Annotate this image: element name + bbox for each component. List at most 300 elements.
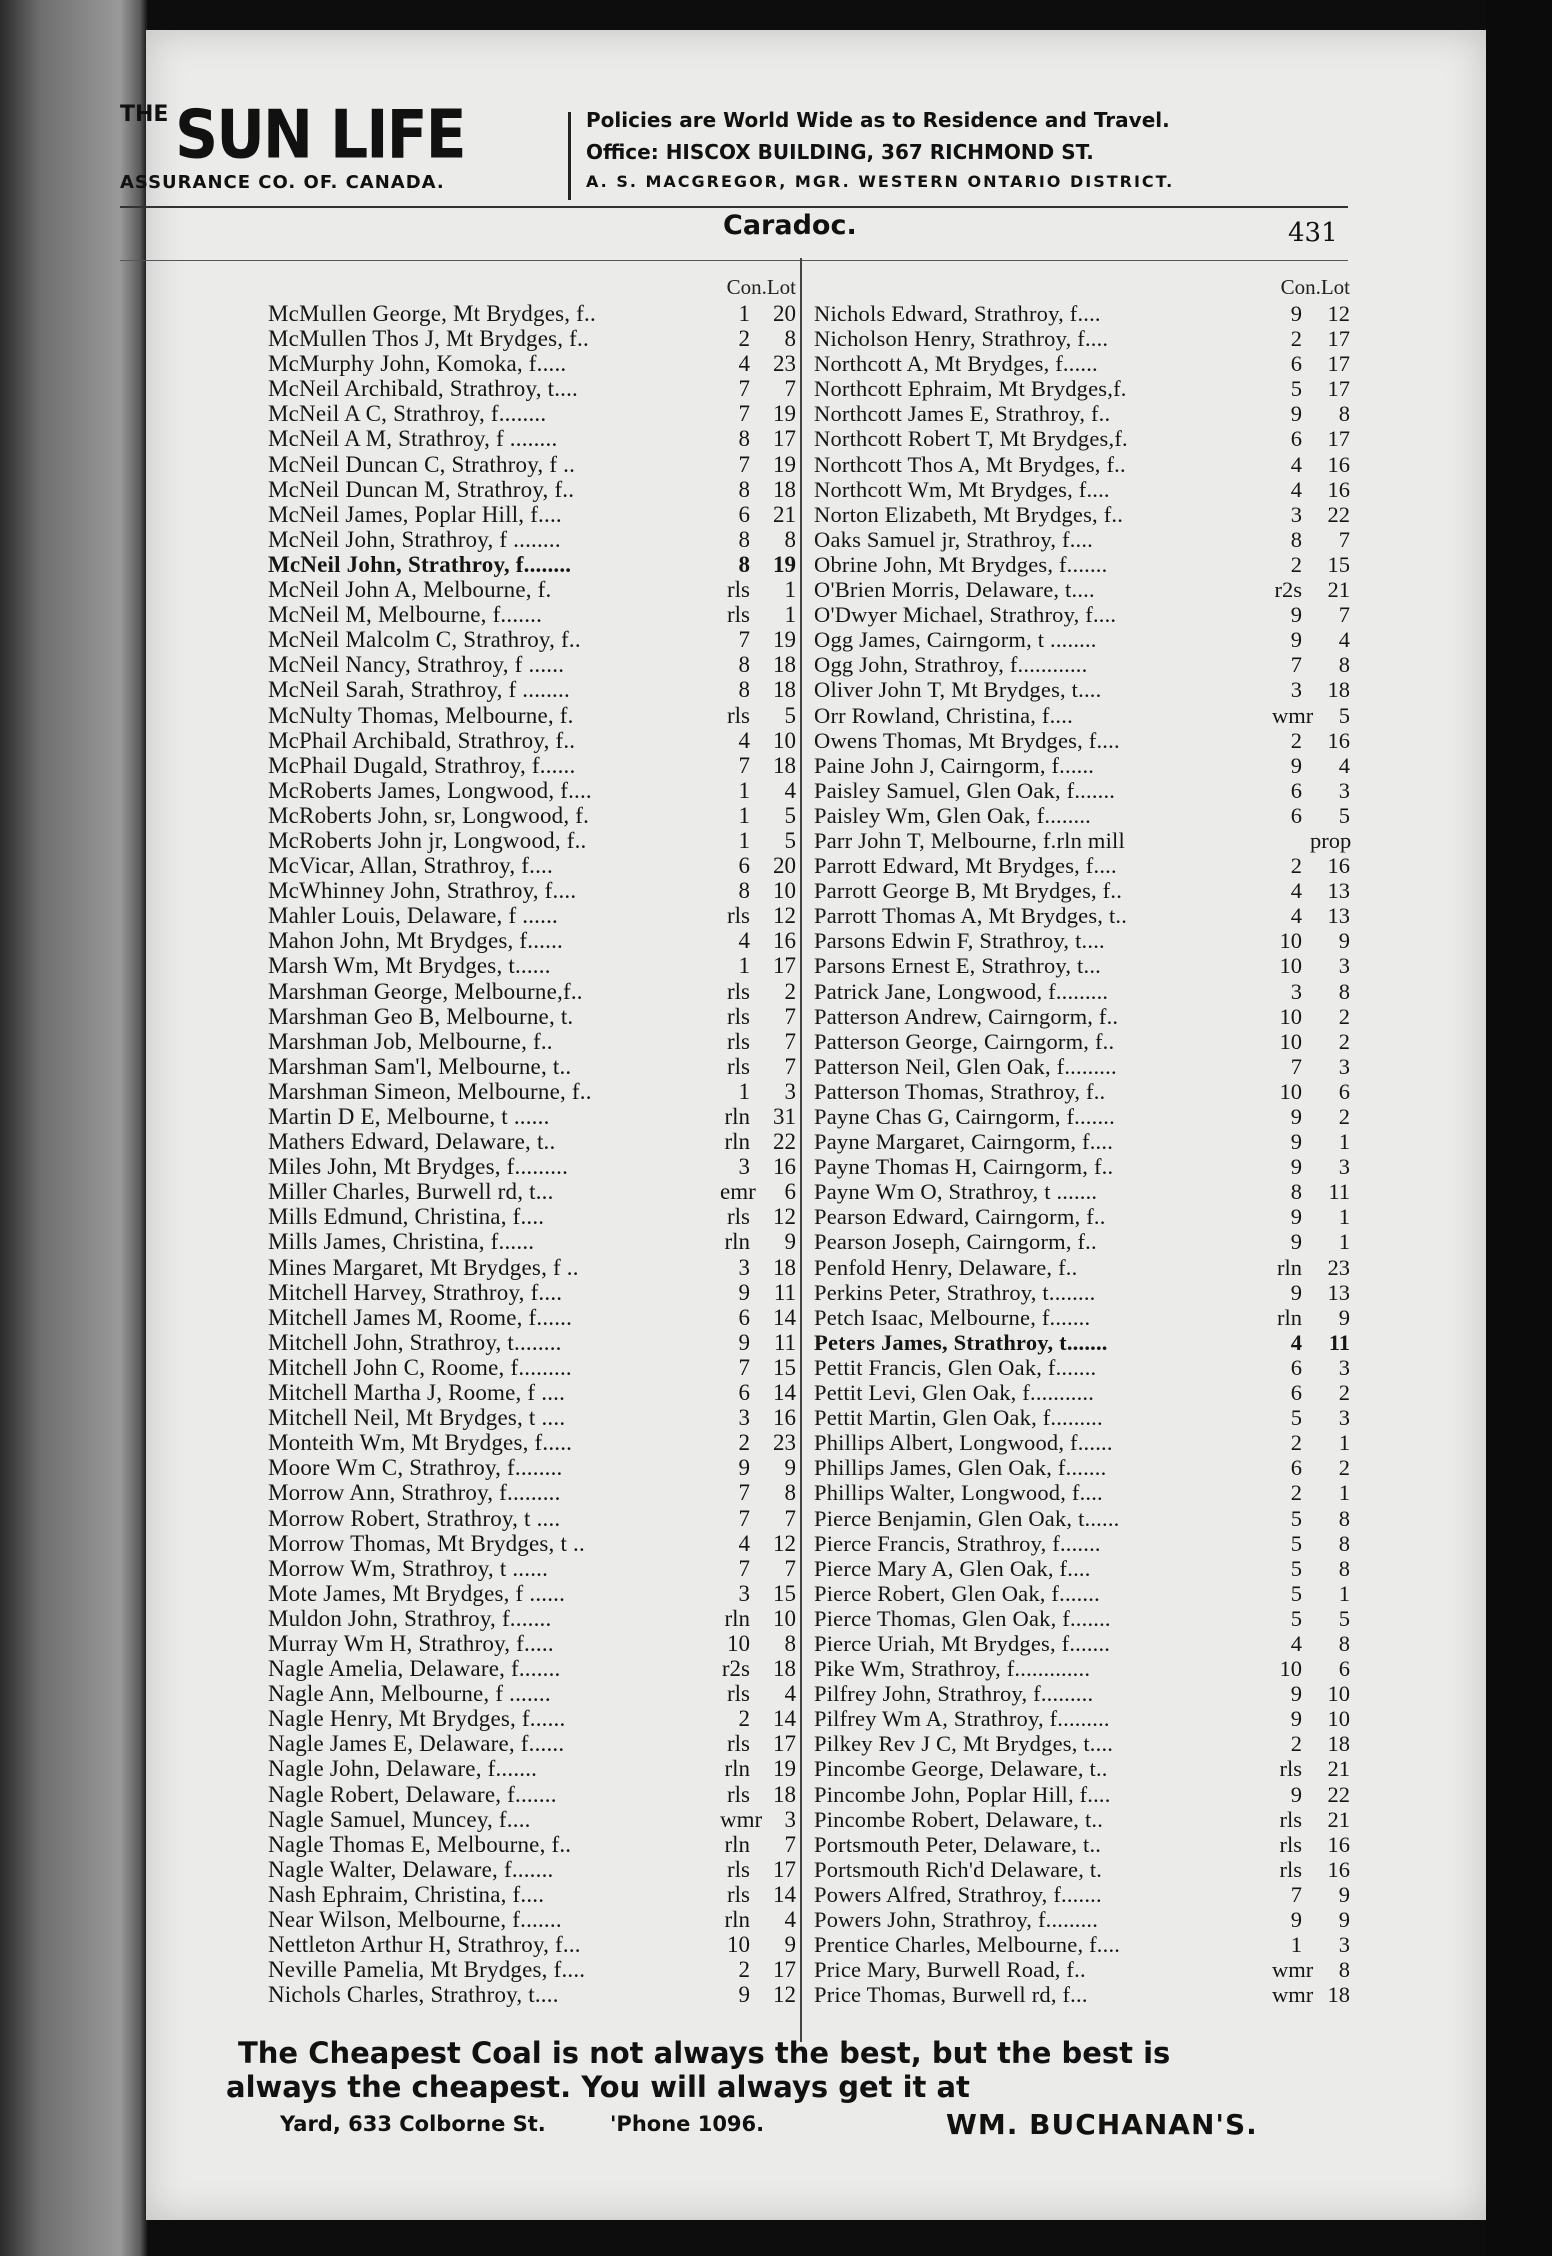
- entry-con: 2: [738, 1430, 750, 1456]
- directory-entry: [814, 1982, 1350, 2007]
- entry-name: McMullen Thos J, Mt Brydges, f..: [268, 326, 589, 352]
- entry-name: Pierce Francis, Strathroy, f.......: [814, 1530, 1101, 1556]
- entry-name: Payne Chas G, Cairngorm, f.......: [814, 1104, 1115, 1129]
- entry-con: rls: [727, 1731, 750, 1757]
- entry-lot: 15: [773, 1580, 796, 1606]
- entry-name: Oaks Samuel jr, Strathroy, f....: [814, 526, 1093, 552]
- entry-lot: 13: [1327, 903, 1350, 929]
- right-entry-list: [814, 301, 1350, 2007]
- entry-name: Marshman Geo B, Melbourne, t.: [268, 1003, 574, 1029]
- directory-entry: [814, 326, 1350, 351]
- entry-lot: 12: [773, 1204, 796, 1230]
- entry-name: Pilfrey Wm A, Strathroy, f.........: [814, 1706, 1110, 1732]
- insurance-info: [586, 108, 1366, 199]
- directory-entry: [814, 1255, 1350, 1280]
- entry-lot: 9: [1338, 928, 1350, 954]
- entry-name: McNeil John, Strathroy, f ........: [268, 526, 561, 552]
- directory-entry: [268, 853, 796, 878]
- entry-name: Pincombe Robert, Delaware, t..: [814, 1806, 1104, 1832]
- yard-address: Yard, 633 Colborne St.: [280, 2112, 546, 2136]
- entry-lot: 2: [1338, 1028, 1350, 1054]
- directory-entry: [268, 1807, 796, 1832]
- entry-con: rls: [727, 1204, 750, 1230]
- entry-name: McNeil Nancy, Strathroy, f ......: [268, 652, 565, 678]
- ad-contact-line: [238, 2108, 1308, 2142]
- entry-name: Pierce Benjamin, Glen Oak, t......: [814, 1505, 1120, 1531]
- entry-con: 4: [738, 1530, 750, 1556]
- directory-entry: [268, 1154, 796, 1179]
- entry-con: 2: [1290, 1480, 1302, 1506]
- entry-name: Neville Pamelia, Mt Brydges, f....: [268, 1957, 586, 1983]
- directory-entry: [814, 677, 1350, 702]
- phone-number: 'Phone 1096.: [610, 2112, 765, 2136]
- entry-lot: 7: [784, 376, 796, 402]
- entry-con: 9: [1290, 1204, 1302, 1230]
- entry-lot: 3: [1338, 1405, 1350, 1431]
- entry-lot: 18: [773, 476, 796, 502]
- directory-entry: [268, 1355, 796, 1380]
- entry-con: wmr: [1272, 1982, 1314, 2008]
- directory-entry: [814, 602, 1350, 627]
- entry-lot: 9: [784, 1932, 796, 1958]
- entry-lot: 17: [773, 426, 796, 452]
- office-line: Office: HISCOX BUILDING, 367 RICHMOND ST.: [586, 140, 1094, 164]
- entry-lot: 22: [1327, 501, 1350, 527]
- entry-con: 2: [1290, 1731, 1302, 1757]
- entry-con: 1: [1290, 1932, 1302, 1958]
- left-entry-list: [268, 301, 796, 2007]
- entry-name: Nagle James E, Delaware, f......: [268, 1731, 565, 1757]
- entry-name: Nagle Henry, Mt Brydges, f......: [268, 1706, 566, 1732]
- entry-name: Nagle Thomas E, Melbourne, f..: [268, 1831, 572, 1857]
- entry-con: 7: [738, 451, 750, 477]
- entry-name: Northcott Wm, Mt Brydges, f....: [814, 476, 1110, 502]
- entry-name: McNeil John, Strathroy, f........: [268, 551, 572, 577]
- entry-name: Morrow Wm, Strathroy, t ......: [268, 1555, 549, 1581]
- directory-entry: [814, 1179, 1350, 1204]
- entry-lot: 16: [773, 1154, 796, 1180]
- entry-lot: 17: [1327, 326, 1350, 352]
- entry-con: 9: [1290, 1681, 1302, 1707]
- entry-name: Patterson Neil, Glen Oak, f.........: [814, 1053, 1117, 1079]
- entry-con: 7: [738, 1555, 750, 1581]
- entry-con: 3: [738, 1580, 750, 1606]
- entry-lot: 1: [1338, 1229, 1350, 1255]
- entry-name: Mitchell Martha J, Roome, f ....: [268, 1380, 566, 1406]
- entry-lot: 11: [1328, 1329, 1350, 1355]
- entry-name: Murray Wm H, Strathroy, f.....: [268, 1630, 554, 1656]
- directory-entry: [268, 1380, 796, 1405]
- entry-name: Miles John, Mt Brydges, f.........: [268, 1154, 569, 1180]
- entry-name: Parrott George B, Mt Brydges, f..: [814, 878, 1123, 904]
- entry-name: Mitchell Harvey, Strathroy, f....: [268, 1279, 563, 1305]
- con-lot-label: Con.Lot: [1280, 275, 1350, 299]
- directory-entry: [814, 1330, 1350, 1355]
- directory-entry: [814, 1882, 1350, 1907]
- entry-lot: 9: [784, 1229, 796, 1255]
- directory-entry: [814, 1857, 1350, 1882]
- entry-con: 7: [738, 1354, 750, 1380]
- directory-entry: [814, 527, 1350, 552]
- entry-name: McPhail Archibald, Strathroy, f..: [268, 727, 576, 753]
- directory-entry: [814, 477, 1350, 502]
- entry-name: Ogg John, Strathroy, f............: [814, 652, 1088, 678]
- entry-name: Marshman Simeon, Melbourne, f..: [268, 1078, 592, 1104]
- directory-entry: [814, 1355, 1350, 1380]
- directory-entry: [814, 376, 1350, 401]
- directory-entry: [268, 1882, 796, 1907]
- directory-entry: [814, 903, 1350, 928]
- entry-con: 9: [1290, 1907, 1302, 1932]
- entry-name: McMurphy John, Komoka, f.....: [268, 351, 567, 377]
- entry-name: Patterson George, Cairngorm, f..: [814, 1028, 1115, 1054]
- directory-entry: [268, 351, 796, 376]
- directory-entry: [268, 903, 796, 928]
- entry-name: McRoberts James, Longwood, f....: [268, 777, 592, 803]
- entry-lot: 12: [773, 903, 796, 929]
- directory-entry: [268, 1706, 796, 1731]
- directory-entry: [268, 979, 796, 1004]
- entry-con: 2: [738, 1706, 750, 1732]
- entry-lot: 23: [1327, 1254, 1350, 1280]
- entry-name: Mills James, Christina, f......: [268, 1229, 535, 1255]
- entry-con: 8: [738, 426, 750, 452]
- right-column: [814, 275, 1350, 2007]
- directory-entry: [814, 1129, 1350, 1154]
- entry-lot: 21: [1327, 1756, 1350, 1782]
- entry-name: Pettit Levi, Glen Oak, f...........: [814, 1380, 1095, 1406]
- entry-name: Nagle Walter, Delaware, f.......: [268, 1856, 554, 1882]
- entry-con: 10: [727, 1630, 750, 1656]
- directory-entry: [814, 1054, 1350, 1079]
- entry-lot: 12: [1327, 301, 1350, 326]
- entry-con: 1: [738, 827, 750, 853]
- entry-name: Orr Rowland, Christina, f....: [814, 702, 1073, 728]
- entry-con: r2s: [1274, 577, 1302, 603]
- entry-con: 6: [1290, 802, 1302, 828]
- directory-entry: [268, 1229, 796, 1254]
- entry-name: Mitchell John, Strathroy, t........: [268, 1329, 562, 1355]
- entry-con: 9: [738, 1982, 750, 2008]
- entry-con: 4: [738, 727, 750, 753]
- entry-lot: 10: [1327, 1681, 1350, 1707]
- directory-entry: [814, 1631, 1350, 1656]
- entry-name: Pierce Uriah, Mt Brydges, f.......: [814, 1630, 1111, 1656]
- entry-lot: 20: [773, 301, 796, 326]
- left-column: [268, 275, 796, 2007]
- entry-lot: 17: [773, 1731, 796, 1757]
- entry-name: Ogg James, Cairngorm, t ........: [814, 627, 1097, 653]
- entry-con: rln: [724, 1104, 750, 1129]
- entry-con: 8: [738, 652, 750, 678]
- directory-entry: [814, 1506, 1350, 1531]
- entry-con: 8: [1290, 526, 1302, 552]
- entry-con: rls: [1279, 1756, 1302, 1782]
- entry-name: McNeil Archibald, Strathroy, t....: [268, 376, 579, 402]
- directory-entry: [814, 1782, 1350, 1807]
- entry-con: 7: [1290, 1881, 1302, 1907]
- entry-con: 6: [738, 853, 750, 879]
- directory-entry: [268, 577, 796, 602]
- directory-entry: [814, 1531, 1350, 1556]
- directory-entry: [268, 1330, 796, 1355]
- entry-lot: 3: [1338, 777, 1350, 803]
- entry-lot: 2: [1338, 1455, 1350, 1481]
- entry-name: Nagle Amelia, Delaware, f.......: [268, 1656, 561, 1682]
- entry-con: 7: [738, 376, 750, 402]
- entry-name: Marsh Wm, Mt Brydges, t......: [268, 953, 551, 979]
- entry-con: 9: [1290, 1279, 1302, 1305]
- entry-lot: 11: [773, 1329, 796, 1355]
- entry-name: Nagle Samuel, Muncey, f....: [268, 1806, 531, 1832]
- entry-name: Patterson Thomas, Strathroy, f..: [814, 1078, 1106, 1104]
- directory-entry: [814, 577, 1350, 602]
- entry-con: 8: [738, 677, 750, 703]
- entry-con: 7: [738, 627, 750, 653]
- entry-name: Patrick Jane, Longwood, f.........: [814, 978, 1109, 1004]
- entry-name: Prentice Charles, Melbourne, f....: [814, 1932, 1121, 1958]
- entry-con: rls: [727, 903, 750, 929]
- directory-entry: [814, 1756, 1350, 1781]
- entry-lot: 10: [1327, 1706, 1350, 1732]
- entry-con: 9: [1290, 1154, 1302, 1180]
- directory-entry: [268, 1907, 796, 1932]
- entry-lot: 9: [784, 1455, 796, 1481]
- entry-lot: 5: [784, 827, 796, 853]
- directory-entry: [814, 1581, 1350, 1606]
- entry-con: 5: [1290, 1555, 1302, 1581]
- entry-lot: 5: [784, 802, 796, 828]
- entry-name: McNeil A C, Strathroy, f........: [268, 401, 547, 427]
- directory-entry: [814, 1656, 1350, 1681]
- entry-name: McRoberts John, sr, Longwood, f.: [268, 802, 590, 828]
- entry-con: 9: [1290, 602, 1302, 628]
- entry-con: 4: [1290, 451, 1302, 477]
- entry-con: rls: [727, 602, 750, 628]
- directory-entry: [814, 979, 1350, 1004]
- directory-entry: [814, 1104, 1350, 1129]
- directory-entry: [268, 527, 796, 552]
- entry-lot: 14: [773, 1304, 796, 1330]
- entry-con: 6: [1290, 777, 1302, 803]
- entry-con: 1: [738, 1078, 750, 1104]
- page-number: 431: [1288, 218, 1338, 248]
- entry-lot: 1: [1338, 1204, 1350, 1230]
- entry-con: r2s: [721, 1656, 750, 1682]
- entry-name: Northcott Thos A, Mt Brydges, f..: [814, 451, 1126, 477]
- title-rule: [120, 260, 1348, 261]
- entry-lot: 8: [1338, 652, 1350, 678]
- entry-lot: 8: [784, 526, 796, 552]
- entry-lot: 23: [773, 1430, 796, 1456]
- entry-con: rls: [1279, 1831, 1302, 1857]
- directory-entry: [268, 376, 796, 401]
- entry-name: Marshman Sam'l, Melbourne, t..: [268, 1053, 572, 1079]
- directory-entry: [268, 1982, 796, 2007]
- entry-name: Pearson Joseph, Cairngorm, f..: [814, 1229, 1097, 1255]
- entry-con: 2: [738, 326, 750, 352]
- entry-con: 5: [1290, 1605, 1302, 1631]
- entry-con: 3: [738, 1254, 750, 1280]
- entry-con: 9: [1290, 1104, 1302, 1129]
- entry-name: Phillips Albert, Longwood, f......: [814, 1430, 1113, 1456]
- entry-name: Mitchell John C, Roome, f.........: [268, 1354, 572, 1380]
- entry-lot: 1: [784, 577, 796, 603]
- con-lot-label: Con.Lot: [726, 275, 796, 299]
- entry-lot: 1: [1338, 1430, 1350, 1456]
- entry-lot: 11: [773, 1279, 796, 1305]
- entry-con: wmr: [720, 1806, 763, 1832]
- entry-con: 3: [738, 1154, 750, 1180]
- entry-name: Mills Edmund, Christina, f....: [268, 1204, 545, 1230]
- entry-lot: 16: [1327, 476, 1350, 502]
- directory-entry: [268, 401, 796, 426]
- entry-lot: 12: [773, 1530, 796, 1556]
- entry-name: Morrow Robert, Strathroy, t ....: [268, 1505, 561, 1531]
- directory-entry: [268, 878, 796, 903]
- entry-lot: 19: [773, 551, 796, 577]
- directory-entry: [814, 1305, 1350, 1330]
- directory-entry: [814, 351, 1350, 376]
- entry-con: 7: [738, 401, 750, 427]
- entry-con: rln: [1277, 1254, 1302, 1280]
- directory-entry: [268, 1179, 796, 1204]
- directory-entry: [814, 703, 1350, 728]
- directory-entry: [268, 778, 796, 803]
- entry-con: rln: [724, 1129, 750, 1155]
- entry-name: Payne Thomas H, Cairngorm, f..: [814, 1154, 1114, 1180]
- header-divider: [568, 112, 571, 200]
- left-column-header: [268, 275, 796, 301]
- entry-con: 9: [1290, 627, 1302, 653]
- entry-name: Morrow Thomas, Mt Brydges, t ..: [268, 1530, 585, 1556]
- directory-entry: [268, 828, 796, 853]
- directory-entry: [814, 1480, 1350, 1505]
- directory-entry: [814, 1556, 1350, 1581]
- directory-entry: [268, 1656, 796, 1681]
- entry-con: 1: [738, 802, 750, 828]
- entry-lot: 16: [1327, 727, 1350, 753]
- entry-lot: 6: [784, 1179, 796, 1205]
- entry-name: Pike Wm, Strathroy, f.............: [814, 1656, 1091, 1682]
- entry-name: Peters James, Strathroy, t.......: [814, 1329, 1108, 1355]
- entry-name: McNeil Duncan C, Strathroy, f ..: [268, 451, 576, 477]
- entry-con: 2: [1290, 551, 1302, 577]
- directory-entry: [268, 928, 796, 953]
- logo-the: THE: [120, 102, 169, 127]
- entry-lot: 3: [1338, 1053, 1350, 1079]
- directory-entry: [268, 1957, 796, 1982]
- directory-entry: [814, 778, 1350, 803]
- entry-name: Muldon John, Strathroy, f.......: [268, 1605, 552, 1631]
- directory-entry: [814, 1229, 1350, 1254]
- entry-lot: 8: [1338, 1630, 1350, 1656]
- entry-name: McWhinney John, Strathroy, f....: [268, 878, 577, 904]
- entry-name: Pincombe George, Delaware, t..: [814, 1756, 1108, 1782]
- entry-name: Northcott A, Mt Brydges, f......: [814, 351, 1098, 377]
- entry-lot: 7: [1338, 602, 1350, 628]
- entry-lot: 16: [1327, 1831, 1350, 1857]
- entry-name: Phillips Walter, Longwood, f....: [814, 1480, 1103, 1506]
- entry-name: O'Dwyer Michael, Strathroy, f....: [814, 602, 1117, 628]
- entry-con: rls: [727, 702, 750, 728]
- entry-name: Parrott Thomas A, Mt Brydges, t..: [814, 903, 1128, 929]
- entry-con: 8: [738, 551, 750, 577]
- entry-name: Pincombe John, Poplar Hill, f....: [814, 1781, 1111, 1807]
- entry-lot: 20: [773, 853, 796, 879]
- entry-lot: 2: [1338, 1003, 1350, 1029]
- entry-name: Pettit Martin, Glen Oak, f.........: [814, 1405, 1103, 1431]
- header-rule: [120, 206, 1348, 208]
- directory-entry: [814, 652, 1350, 677]
- directory-entry: [268, 1004, 796, 1029]
- entry-lot: 16: [1327, 853, 1350, 879]
- entry-lot: 1: [784, 602, 796, 628]
- entry-name: McNeil James, Poplar Hill, f....: [268, 501, 562, 527]
- entry-con: rls: [1279, 1856, 1302, 1882]
- entry-con: 2: [738, 1957, 750, 1983]
- entry-lot: 10: [773, 1605, 796, 1631]
- entry-lot: 18: [1327, 677, 1350, 703]
- directory-entry: [268, 1581, 796, 1606]
- entry-name: Pierce Robert, Glen Oak, f.......: [814, 1580, 1100, 1606]
- entry-lot: 7: [784, 1555, 796, 1581]
- directory-entry: [268, 452, 796, 477]
- entry-lot: 18: [773, 1254, 796, 1280]
- manager-line: A. S. MACGREGOR, MGR. WESTERN ONTARIO DISTRICT.: [586, 172, 1175, 191]
- coal-advertisement: [226, 2036, 1308, 2142]
- entry-name: Powers Alfred, Strathroy, f.......: [814, 1881, 1102, 1907]
- directory-entry: [814, 452, 1350, 477]
- entry-con: 10: [727, 1932, 750, 1958]
- entry-con: rls: [727, 1781, 750, 1807]
- entry-con: 9: [1290, 1781, 1302, 1807]
- entry-name: Mahon John, Mt Brydges, f......: [268, 928, 563, 954]
- entry-lot: 18: [773, 752, 796, 778]
- entry-name: Nichols Charles, Strathroy, t....: [268, 1982, 559, 2008]
- directory-entry: [268, 627, 796, 652]
- entry-con: 9: [1290, 1129, 1302, 1155]
- entry-lot: 19: [773, 451, 796, 477]
- entry-con: rls: [727, 1003, 750, 1029]
- directory-entry: [268, 1104, 796, 1129]
- entry-lot: 22: [773, 1129, 796, 1155]
- entry-name: Nagle Ann, Melbourne, f .......: [268, 1681, 551, 1707]
- entry-con: 10: [1279, 1656, 1302, 1682]
- directory-entry: [814, 1932, 1350, 1957]
- directory-entry: [268, 677, 796, 702]
- entry-con: rls: [727, 1681, 750, 1707]
- ad-line-1: The Cheapest Coal is not always the best, but the best is: [238, 2036, 1171, 2070]
- directory-entry: [268, 426, 796, 451]
- directory-entry: [268, 477, 796, 502]
- directory-entry: [268, 326, 796, 351]
- entry-lot: 9: [1338, 1907, 1350, 1932]
- directory-entry: [814, 1280, 1350, 1305]
- entry-name: Mathers Edward, Delaware, t..: [268, 1129, 556, 1155]
- entry-con: 3: [1290, 978, 1302, 1004]
- entry-name: Nagle Robert, Delaware, f.......: [268, 1781, 557, 1807]
- entry-con: 9: [738, 1279, 750, 1305]
- entry-lot: 5: [1338, 802, 1350, 828]
- directory-entry: [268, 1305, 796, 1330]
- entry-lot: 19: [773, 1756, 796, 1782]
- entry-con: 5: [1290, 1405, 1302, 1431]
- entry-name: McMullen George, Mt Brydges, f..: [268, 301, 596, 326]
- directory-entry: [814, 803, 1350, 828]
- entry-con: 4: [1290, 878, 1302, 904]
- page-title: Caradoc.: [723, 210, 857, 241]
